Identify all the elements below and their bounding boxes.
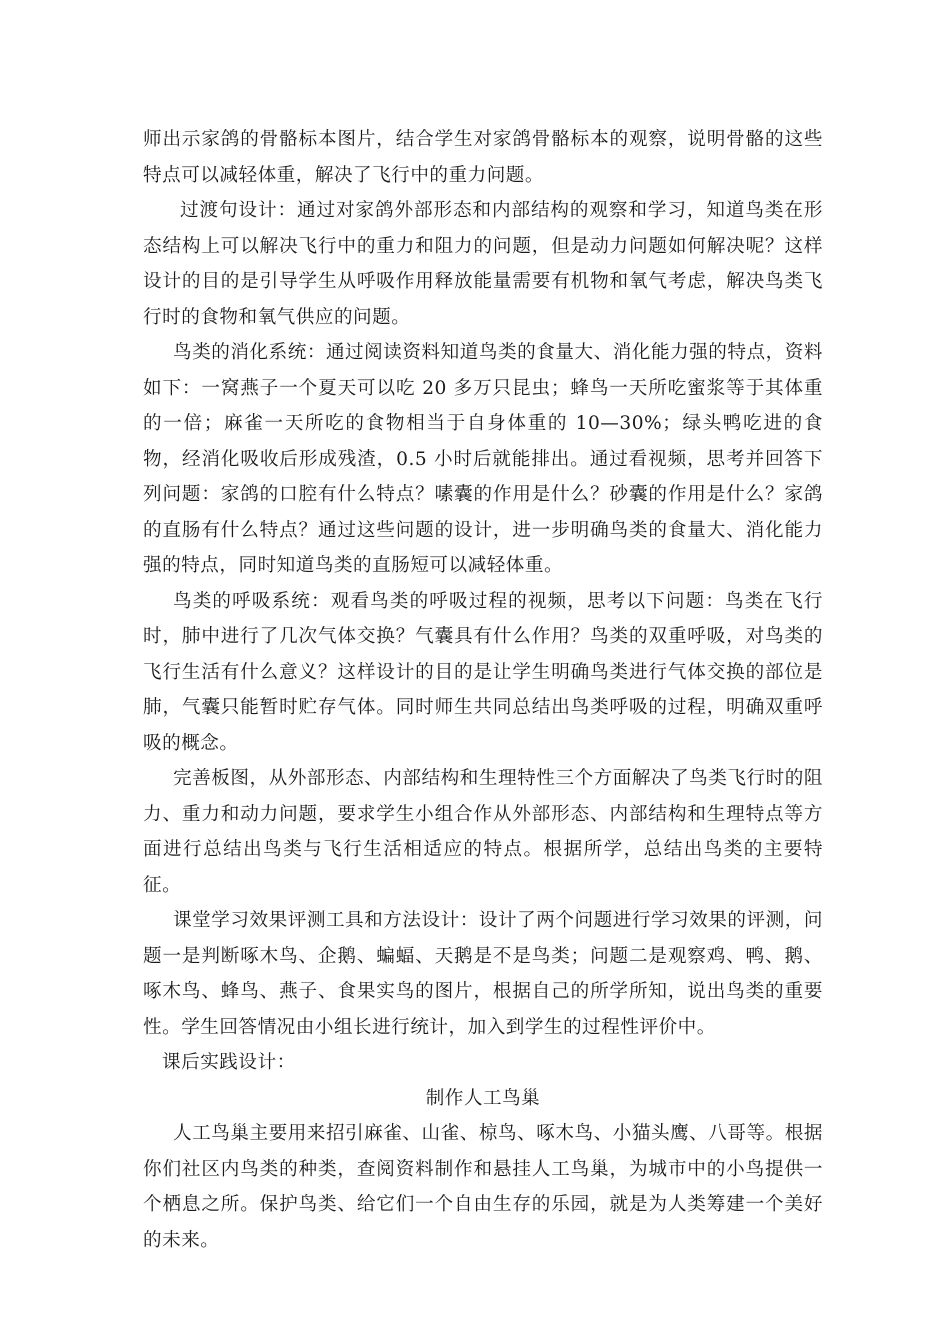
- paragraph-assessment: 课堂学习效果评测工具和方法设计：设计了两个问题进行学习效果的评测，问题一是判断啄木鸟、企鹅、蝙蝠、天鹅是不是鸟类；问题二是观察鸡、鸭、鹅、啄木鸟、蜂鸟、燕子、食果实鸟的图片，根据自己的所学所知，说出鸟类的重要性。学生回答情况由小组长进行统计，加入到学生的过程性评价中。: [143, 910, 823, 1038]
- document-page: [143, 122, 823, 1258]
- paragraph-birdhouse: 人工鸟巢主要用来招引麻雀、山雀、椋鸟、啄木鸟、小猫头鹰、八哥等。根据你们社区内鸟类的种类，查阅资料制作和悬挂人工鸟巢，为城市中的小鸟提供一个栖息之所。保护鸟类、给它们一个自由生存的乐园，就是为人类筹建一个美好的未来。: [143, 1123, 823, 1251]
- paragraph-transition: 过渡句设计：通过对家鸽外部形态和内部结构的观察和学习，知道鸟类在形态结构上可以解决飞行中的重力和阻力的问题，但是动力问题如何解决呢？这样设计的目的是引导学生从呼吸作用释放能量需要有机物和氧气考虑，解决鸟类飞行时的食物和氧气供应的问题。: [143, 200, 823, 328]
- section-title: 制作人工鸟巢: [425, 1087, 541, 1109]
- paragraph-skeleton: 师出示家鸽的骨骼标本图片，结合学生对家鸽骨骼标本的观察，说明骨骼的这些特点可以减轻体重，解决了飞行中的重力问题。: [143, 129, 823, 186]
- paragraph-respiratory-system: 鸟类的呼吸系统：观看鸟类的呼吸过程的视频，思考以下问题：鸟类在飞行时，肺中进行了几次气体交换？气囊具有什么作用？鸟类的双重呼吸，对鸟类的飞行生活有什么意义？这样设计的目的是让学生明确鸟类进行气体交换的部位是肺，气囊只能暂时贮存气体。同时师生共同总结出鸟类呼吸的过程，明确双重呼吸的概念。: [143, 590, 823, 754]
- paragraph-practice-heading: 课后实践设计：: [162, 1052, 296, 1073]
- paragraph-digestive-system: 鸟类的消化系统：通过阅读资料知道鸟类的食量大、消化能力强的特点，资料如下：一窝燕子一个夏天可以吃 20 多万只昆虫；蜂鸟一天所吃蜜浆等于其体重的一倍；麻雀一天所吃的食物相当于自身体重的 10—30%；绿头鸭吃进的食物，经消化吸收后形成残渣，0.5 小时后就能排出。通过看视频，思考并回答下列问题：家鸽的口腔有什么特点？嗉囊的作用是什么？砂囊的作用是什么？家鸽的直肠有什么特点？通过这些问题的设计，进一步明确鸟类的食量大、消化能力强的特点，同时知道鸟类的直肠短可以减轻体重。: [143, 342, 823, 576]
- paragraph-board-summary: 完善板图，从外部形态、内部结构和生理特性三个方面解决了鸟类飞行时的阻力、重力和动力问题，要求学生小组合作从外部形态、内部结构和生理特点等方面进行总结出鸟类与飞行生活相适应的特点。根据所学，总结出鸟类的主要特征。: [143, 768, 823, 896]
